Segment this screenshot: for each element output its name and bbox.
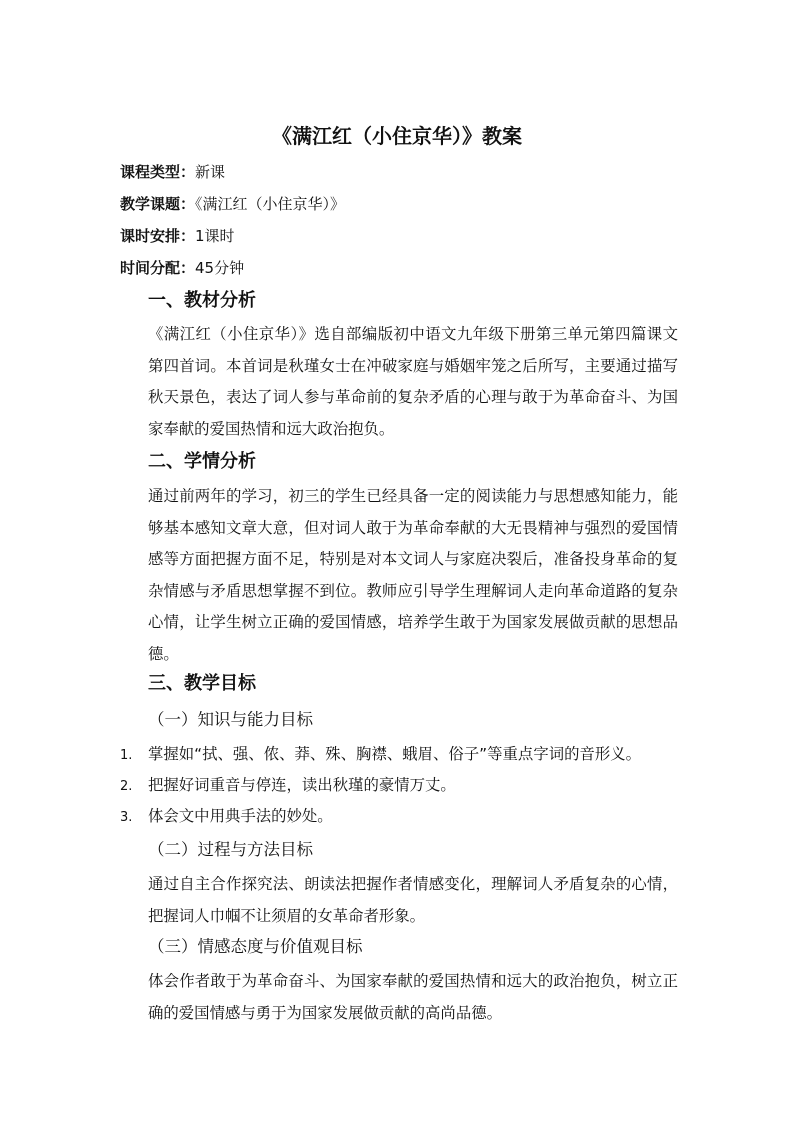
section-heading-textbook-analysis: 一、教材分析 xyxy=(148,290,256,311)
meta-key: 课程类型： xyxy=(120,163,196,181)
meta-key: 时间分配： xyxy=(120,259,196,277)
list-number: 3. xyxy=(120,810,133,825)
list-number: 1. xyxy=(120,748,133,763)
meta-lesson-topic xyxy=(120,193,345,215)
paragraph: 通过自主合作探究法、朗读法把握作者情感变化，理解词人矛盾复杂的心情，把握词人巾帼不让须眉的女革命者形象。 xyxy=(148,875,678,925)
list-item xyxy=(120,804,680,830)
paragraph: 体会作者敢于为革命奋斗、为国家奉献的爱国热情和远大的政治抱负，树立正确的爱国情感与勇于为国家发展做贡献的高尚品德。 xyxy=(148,972,678,1022)
list-text: 把握好词重音与停连，读出秋瑾的豪情万丈。 xyxy=(148,776,456,794)
meta-key: 教学课题： xyxy=(120,195,196,213)
section-text-textbook-analysis xyxy=(148,319,678,445)
paragraph: 通过前两年的学习，初三的学生已经具备一定的阅读能力与思想感知能力，能够基本感知文章大意，但对词人敢于为革命奉献的大无畏精神与强烈的爱国情感等方面把握方面不足，特别是对本文词人与家庭决裂后，准备投身革命的复杂情感与矛盾思想掌握不到位。教师应引导学生理解词人走向革命道路的复杂心情，让学生树立正确的爱国情感，培养学生敢于为国家发展做贡献的思想品德。 xyxy=(148,487,678,663)
meta-value: 《满江红（小住京华）》 xyxy=(195,195,346,213)
section-text-student-analysis xyxy=(148,481,678,670)
list-item xyxy=(120,773,680,799)
list-number: 2. xyxy=(120,779,133,794)
list-text: 体会文中用典手法的妙处。 xyxy=(148,807,333,825)
meta-value: 45分钟 xyxy=(195,259,245,277)
subheading-emotion-values: （三）情感态度与价值观目标 xyxy=(148,937,363,956)
meta-time-allocation xyxy=(120,257,244,279)
section-text-process-method xyxy=(148,869,678,932)
meta-class-hours xyxy=(120,225,235,247)
list-item xyxy=(120,742,680,768)
meta-course-type xyxy=(120,161,225,183)
subheading-process-method: （二）过程与方法目标 xyxy=(148,840,313,859)
section-heading-student-analysis: 二、学情分析 xyxy=(148,451,256,472)
meta-value: 新课 xyxy=(195,163,226,181)
meta-key: 课时安排： xyxy=(120,227,196,245)
document-title: 《满江红（小住京华）》教案 xyxy=(272,124,522,148)
list-text: 掌握如“拭、强、侬、莽、殊、胸襟、蛾眉、俗子”等重点字词的音形义。 xyxy=(148,745,642,763)
subheading-knowledge-ability: （一）知识与能力目标 xyxy=(148,710,313,729)
section-heading-teaching-goals: 三、教学目标 xyxy=(148,673,256,694)
section-text-emotion-values xyxy=(148,966,678,1029)
paragraph: 《满江红（小住京华）》选自部编版初中语文九年级下册第三单元第四篇课文第四首词。本首词是秋瑾女士在冲破家庭与婚姻牢笼之后所写，主要通过描写秋天景色，表达了词人参与革命前的复杂矛盾的心理与敢于为革命奋斗、为国家奉献的爱国热情和远大政治抱负。 xyxy=(148,325,678,438)
meta-value: 1课时 xyxy=(195,227,235,245)
